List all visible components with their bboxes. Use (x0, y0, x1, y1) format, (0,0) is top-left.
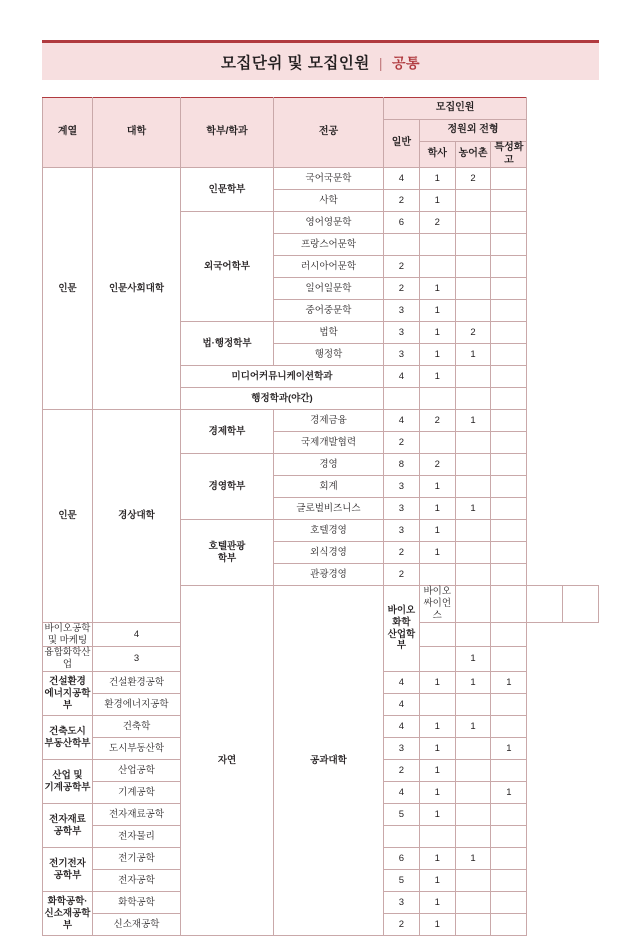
cell-dept: 전기전자 공학부 (43, 848, 93, 892)
cell-haksa: 1 (419, 870, 455, 892)
cell-major: 국어국문학 (274, 168, 384, 190)
cell-teukseonghwago (491, 278, 527, 300)
cell-nongeochon: 2 (455, 322, 491, 344)
cell-gyeyeol: 인문 (43, 410, 93, 623)
cell-nongeochon: 2 (455, 168, 491, 190)
cell-univ: 인문사회대학 (93, 168, 181, 410)
cell-nongeochon (455, 694, 491, 716)
cell-major: 영어영문학 (274, 212, 384, 234)
cell-haksa (419, 432, 455, 454)
recruitment-table (42, 97, 599, 936)
cell-nongeochon (455, 388, 491, 410)
cell-ilban (384, 826, 420, 848)
cell-nongeochon (455, 454, 491, 476)
cell-haksa: 1 (419, 782, 455, 804)
cell-ilban: 3 (384, 892, 420, 914)
cell-dept: 경제학부 (181, 410, 274, 454)
cell-dept: 외국어학부 (181, 212, 274, 322)
cell-haksa: 1 (419, 520, 455, 542)
cell-teukseonghwago (491, 520, 527, 542)
cell-teukseonghwago (491, 716, 527, 738)
cell-ilban: 5 (384, 870, 420, 892)
cell-teukseonghwago (491, 647, 527, 672)
cell-nongeochon (455, 432, 491, 454)
cell-ilban (384, 388, 420, 410)
cell-major: 건설환경공학 (93, 672, 181, 694)
cell-haksa: 1 (419, 914, 455, 936)
cell-nongeochon (455, 826, 491, 848)
cell-teukseonghwago (491, 344, 527, 366)
cell-teukseonghwago (491, 870, 527, 892)
cell-haksa: 1 (419, 476, 455, 498)
cell-haksa (419, 694, 455, 716)
cell-teukseonghwago (491, 388, 527, 410)
cell-ilban: 3 (384, 520, 420, 542)
cell-nongeochon (455, 622, 491, 647)
cell-dept: 화학공학· 신소재공학부 (43, 892, 93, 936)
cell-nongeochon: 1 (455, 410, 491, 432)
cell-ilban: 2 (384, 190, 420, 212)
cell-teukseonghwago (491, 454, 527, 476)
page-title (221, 51, 420, 73)
cell-teukseonghwago (491, 622, 527, 647)
cell-major: 관광경영 (274, 564, 384, 586)
cell-ilban: 3 (384, 322, 420, 344)
cell-teukseonghwago (491, 542, 527, 564)
cell-ilban: 2 (384, 542, 420, 564)
cell-teukseonghwago (563, 586, 599, 623)
cell-major: 법학 (274, 322, 384, 344)
cell-major: 경영 (274, 454, 384, 476)
cell-ilban: 6 (384, 212, 420, 234)
cell-gyeyeol: 자연 (181, 586, 274, 936)
cell-major: 환경에너지공학 (93, 694, 181, 716)
cell-ilban: 4 (384, 694, 420, 716)
cell-teukseonghwago (491, 190, 527, 212)
cell-dept: 인문학부 (181, 168, 274, 212)
cell-nongeochon (455, 190, 491, 212)
cell-haksa: 1 (419, 672, 455, 694)
cell-haksa (419, 256, 455, 278)
cell-ilban: 2 (384, 564, 420, 586)
cell-dept-major-merged: 행정학과(야간) (181, 388, 384, 410)
cell-major: 러시아어문학 (274, 256, 384, 278)
cell-dept: 전자재료 공학부 (43, 804, 93, 848)
cell-haksa (419, 647, 455, 672)
cell-dept: 법·행정학부 (181, 322, 274, 366)
cell-ilban: 3 (384, 344, 420, 366)
cell-teukseonghwago: 1 (491, 782, 527, 804)
cell-nongeochon: 1 (455, 848, 491, 870)
cell-teukseonghwago (491, 234, 527, 256)
cell-major: 글로벌비즈니스 (274, 498, 384, 520)
cell-ilban: 4 (384, 366, 420, 388)
cell-major: 경제금융 (274, 410, 384, 432)
table-row (43, 168, 599, 190)
recruitment-table-wrapper (42, 97, 599, 936)
cell-nongeochon (455, 212, 491, 234)
cell-teukseonghwago (491, 760, 527, 782)
header-teukseonghwago: 특성화고 (491, 142, 527, 168)
cell-haksa: 2 (419, 454, 455, 476)
header-dept: 학부/학과 (181, 98, 274, 168)
cell-haksa: 1 (419, 322, 455, 344)
page-title-banner (42, 40, 599, 80)
cell-haksa (419, 388, 455, 410)
cell-ilban: 3 (93, 647, 181, 672)
cell-haksa: 2 (419, 212, 455, 234)
cell-nongeochon: 1 (455, 647, 491, 672)
cell-major: 신소재공학 (93, 914, 181, 936)
cell-haksa: 1 (419, 344, 455, 366)
cell-haksa (419, 622, 455, 647)
cell-ilban: 3 (384, 738, 420, 760)
header-nongeochon: 농어촌 (455, 142, 491, 168)
cell-haksa (419, 826, 455, 848)
cell-haksa: 1 (419, 190, 455, 212)
cell-major: 산업공학 (93, 760, 181, 782)
cell-ilban: 4 (384, 672, 420, 694)
cell-nongeochon (527, 586, 563, 623)
cell-teukseonghwago (491, 168, 527, 190)
cell-teukseonghwago (491, 410, 527, 432)
cell-teukseonghwago (491, 476, 527, 498)
cell-haksa: 1 (419, 498, 455, 520)
cell-ilban: 4 (384, 168, 420, 190)
cell-ilban: 4 (93, 622, 181, 647)
cell-major: 건축학 (93, 716, 181, 738)
cell-nongeochon (455, 520, 491, 542)
cell-major: 바이오싸이언스 (419, 586, 455, 623)
cell-teukseonghwago: 1 (491, 672, 527, 694)
cell-nongeochon (455, 892, 491, 914)
cell-major: 화학공학 (93, 892, 181, 914)
cell-haksa: 1 (419, 760, 455, 782)
cell-major: 호텔경영 (274, 520, 384, 542)
cell-dept-major-merged: 미디어커뮤니케이션학과 (181, 366, 384, 388)
cell-teukseonghwago (491, 498, 527, 520)
cell-ilban: 3 (384, 498, 420, 520)
cell-ilban: 2 (384, 432, 420, 454)
cell-teukseonghwago (491, 432, 527, 454)
header-univ: 대학 (93, 98, 181, 168)
header-gyeyeol: 계열 (43, 98, 93, 168)
cell-major: 일어일문학 (274, 278, 384, 300)
cell-major: 중어중문학 (274, 300, 384, 322)
cell-ilban: 2 (384, 256, 420, 278)
cell-haksa: 1 (419, 716, 455, 738)
cell-major: 도시부동산학 (93, 738, 181, 760)
cell-dept: 건축도시 부동산학부 (43, 716, 93, 760)
cell-teukseonghwago (491, 256, 527, 278)
cell-ilban: 2 (384, 760, 420, 782)
cell-teukseonghwago (491, 694, 527, 716)
cell-teukseonghwago (491, 892, 527, 914)
cell-ilban: 5 (384, 804, 420, 826)
cell-major: 회계 (274, 476, 384, 498)
cell-dept: 건설환경 에너지공학부 (43, 672, 93, 716)
cell-teukseonghwago (491, 804, 527, 826)
cell-teukseonghwago (491, 322, 527, 344)
cell-ilban (384, 234, 420, 256)
cell-teukseonghwago: 1 (491, 738, 527, 760)
cell-major: 바이오공학 및 마케팅 (43, 622, 93, 647)
cell-ilban: 2 (384, 278, 420, 300)
cell-major: 전자공학 (93, 870, 181, 892)
cell-haksa (491, 586, 527, 623)
table-body (43, 168, 599, 936)
cell-nongeochon (455, 782, 491, 804)
cell-teukseonghwago (491, 564, 527, 586)
cell-nongeochon: 1 (455, 672, 491, 694)
cell-haksa: 1 (419, 848, 455, 870)
cell-gyeyeol: 인문 (43, 168, 93, 410)
cell-nongeochon (455, 234, 491, 256)
cell-haksa: 1 (419, 892, 455, 914)
cell-haksa: 1 (419, 300, 455, 322)
cell-teukseonghwago (491, 826, 527, 848)
cell-ilban: 2 (384, 914, 420, 936)
cell-major: 전자재료공학 (93, 804, 181, 826)
cell-ilban: 4 (384, 716, 420, 738)
cell-major: 전기공학 (93, 848, 181, 870)
cell-haksa: 1 (419, 278, 455, 300)
cell-haksa (419, 234, 455, 256)
cell-teukseonghwago (491, 366, 527, 388)
cell-nongeochon (455, 760, 491, 782)
cell-major: 프랑스어문학 (274, 234, 384, 256)
cell-nongeochon: 1 (455, 344, 491, 366)
cell-haksa: 1 (419, 738, 455, 760)
cell-major: 외식경영 (274, 542, 384, 564)
cell-teukseonghwago (491, 848, 527, 870)
cell-major: 기계공학 (93, 782, 181, 804)
cell-haksa: 1 (419, 804, 455, 826)
cell-dept: 경영학부 (181, 454, 274, 520)
table-header (43, 98, 599, 168)
cell-nongeochon (455, 738, 491, 760)
cell-teukseonghwago (491, 212, 527, 234)
cell-haksa: 1 (419, 168, 455, 190)
cell-major: 사학 (274, 190, 384, 212)
cell-nongeochon (455, 564, 491, 586)
cell-ilban: 4 (384, 782, 420, 804)
cell-major: 행정학 (274, 344, 384, 366)
cell-nongeochon (455, 476, 491, 498)
cell-nongeochon: 1 (455, 498, 491, 520)
cell-dept: 산업 및 기계공학부 (43, 760, 93, 804)
cell-major: 전자물리 (93, 826, 181, 848)
cell-nongeochon (455, 914, 491, 936)
header-ilban: 일반 (384, 120, 420, 168)
page-title-sub: 공통 (391, 54, 421, 71)
table-row (43, 410, 599, 432)
header-major: 전공 (274, 98, 384, 168)
header-jeongwon-oe: 정원외 전형 (419, 120, 526, 142)
cell-major: 융합화학산업 (43, 647, 93, 672)
cell-dept: 바이오화학 산업학부 (384, 586, 420, 672)
cell-univ: 공과대학 (274, 586, 384, 936)
cell-ilban: 3 (384, 300, 420, 322)
header-recruit-total: 모집인원 (384, 98, 527, 120)
cell-nongeochon (455, 804, 491, 826)
cell-dept: 호텔관광 학부 (181, 520, 274, 586)
cell-nongeochon: 1 (455, 716, 491, 738)
cell-teukseonghwago (491, 300, 527, 322)
header-haksa: 학사 (419, 142, 455, 168)
cell-nongeochon (455, 256, 491, 278)
cell-haksa (419, 564, 455, 586)
cell-haksa: 1 (419, 542, 455, 564)
cell-nongeochon (455, 300, 491, 322)
cell-ilban: 8 (384, 454, 420, 476)
cell-major: 국제개발협력 (274, 432, 384, 454)
cell-nongeochon (455, 870, 491, 892)
cell-haksa: 1 (419, 366, 455, 388)
cell-nongeochon (455, 278, 491, 300)
page-title-main: 모집단위 및 모집인원 (220, 54, 370, 72)
cell-teukseonghwago (491, 914, 527, 936)
cell-ilban: 6 (384, 848, 420, 870)
cell-haksa: 2 (419, 410, 455, 432)
cell-nongeochon (455, 366, 491, 388)
cell-ilban (455, 586, 491, 623)
header-row-1 (43, 98, 599, 120)
cell-nongeochon (455, 542, 491, 564)
cell-ilban: 3 (384, 476, 420, 498)
cell-ilban: 4 (384, 410, 420, 432)
cell-univ: 경상대학 (93, 410, 181, 623)
title-separator: | (378, 54, 383, 71)
